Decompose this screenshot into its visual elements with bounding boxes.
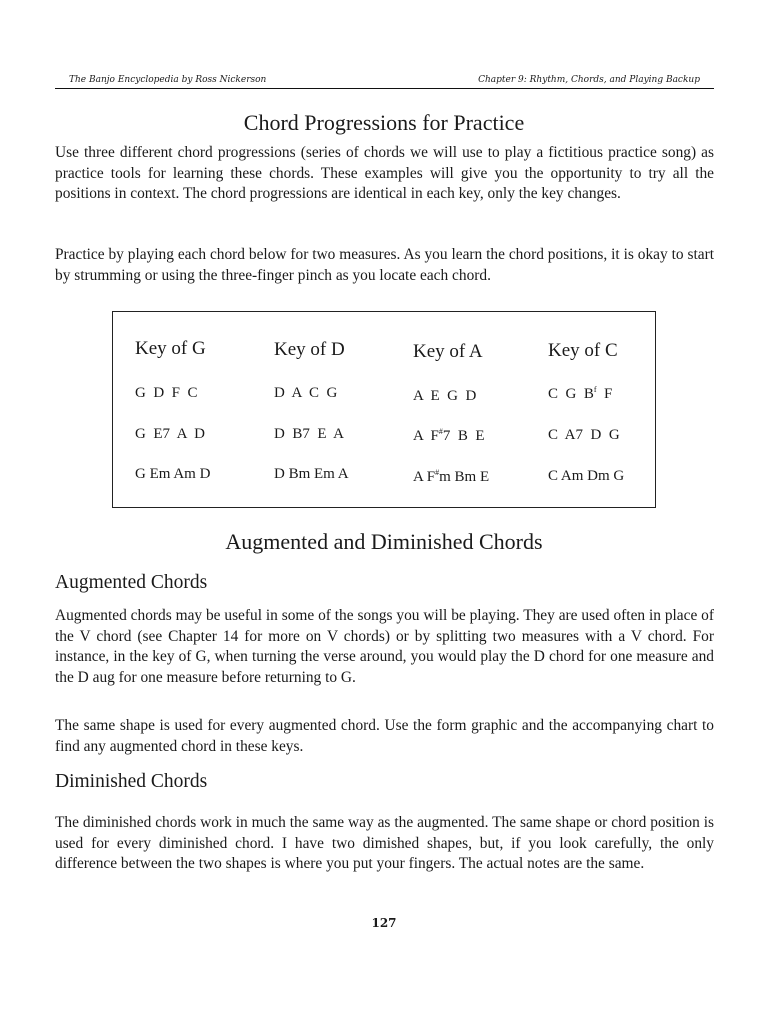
key-column-g <box>135 338 206 360</box>
progression-a-3: A F#m Bm E <box>413 468 490 485</box>
progression-d-1: D A C G <box>274 385 338 401</box>
key-column-a <box>413 341 483 363</box>
key-column-d <box>274 339 345 361</box>
running-header <box>55 74 714 86</box>
progression-g-3: G Em Am D <box>135 466 211 482</box>
progression-d-3: D Bm Em A <box>274 466 349 482</box>
progression-a-1: A E G D <box>413 388 477 404</box>
progression-g-1: G D F C <box>135 385 198 401</box>
page-number: 127 <box>371 916 397 930</box>
key-title: Key of C <box>548 340 618 361</box>
header-rule <box>55 88 714 89</box>
section-title-augmented-diminished: Augmented and Diminished Chords <box>225 529 543 554</box>
key-column-c <box>548 340 618 362</box>
header-book-title: The Banjo Encyclopedia by Ross Nickerson <box>69 75 267 85</box>
chord-progression-table <box>112 311 656 508</box>
key-title: Key of G <box>135 338 206 359</box>
diminished-paragraph: The diminished chords work in much the same way as the augmented. The same shape or chord position is used for every diminished chord. I have two dimished shapes, but, if you look carefully, the only difference between the two shapes is where you put your fingers. The actual notes are the same. <box>55 814 714 873</box>
diminished-chords-heading: Diminished Chords <box>55 771 208 792</box>
augmented-chords-heading: Augmented Chords <box>55 572 208 593</box>
practice-paragraph: Practice by playing each chord below for two measures. As you learn the chord positions, it is okay to start by strumming or using the three-finger pinch as you locate each chord. <box>55 246 714 284</box>
progression-c-2: C A7 D G <box>548 427 620 443</box>
progression-a-2: A F#7 B E <box>413 427 485 444</box>
header-chapter-title: Chapter 9: Rhythm, Chords, and Playing Backup <box>478 75 700 85</box>
augmented-paragraph-1: Augmented chords may be useful in some of the songs you will be playing. They are used often in place of the V chord (see Chapter 14 for more on V chords) or by splitting two measures with a V chord. For instance, in the key of G, when turning the verse around, you would play the D chord for one measure and the D aug for one measure before returning to G. <box>55 607 714 686</box>
progression-c-3: C Am Dm G <box>548 468 625 484</box>
augmented-paragraph-2: The same shape is used for every augmented chord. Use the form graphic and the accompanying chart to find any augmented chord in these keys. <box>55 717 714 755</box>
key-title: Key of A <box>413 341 483 362</box>
key-title: Key of D <box>274 339 345 360</box>
progression-d-2: D B7 E A <box>274 426 345 442</box>
progression-c-1: C G $B^f$ F <box>548 385 613 402</box>
progression-g-2: G E7 A D <box>135 426 206 442</box>
intro-paragraph: Use three different chord progressions (series of chords we will use to play a fictitious practice song) as practice tools for learning these chords. These examples will give you the opportunity to try all the positions in context. The chord progressions are identical in each key, only the key changes. <box>55 144 714 203</box>
section-title-chord-progressions: Chord Progressions for Practice <box>243 110 525 135</box>
